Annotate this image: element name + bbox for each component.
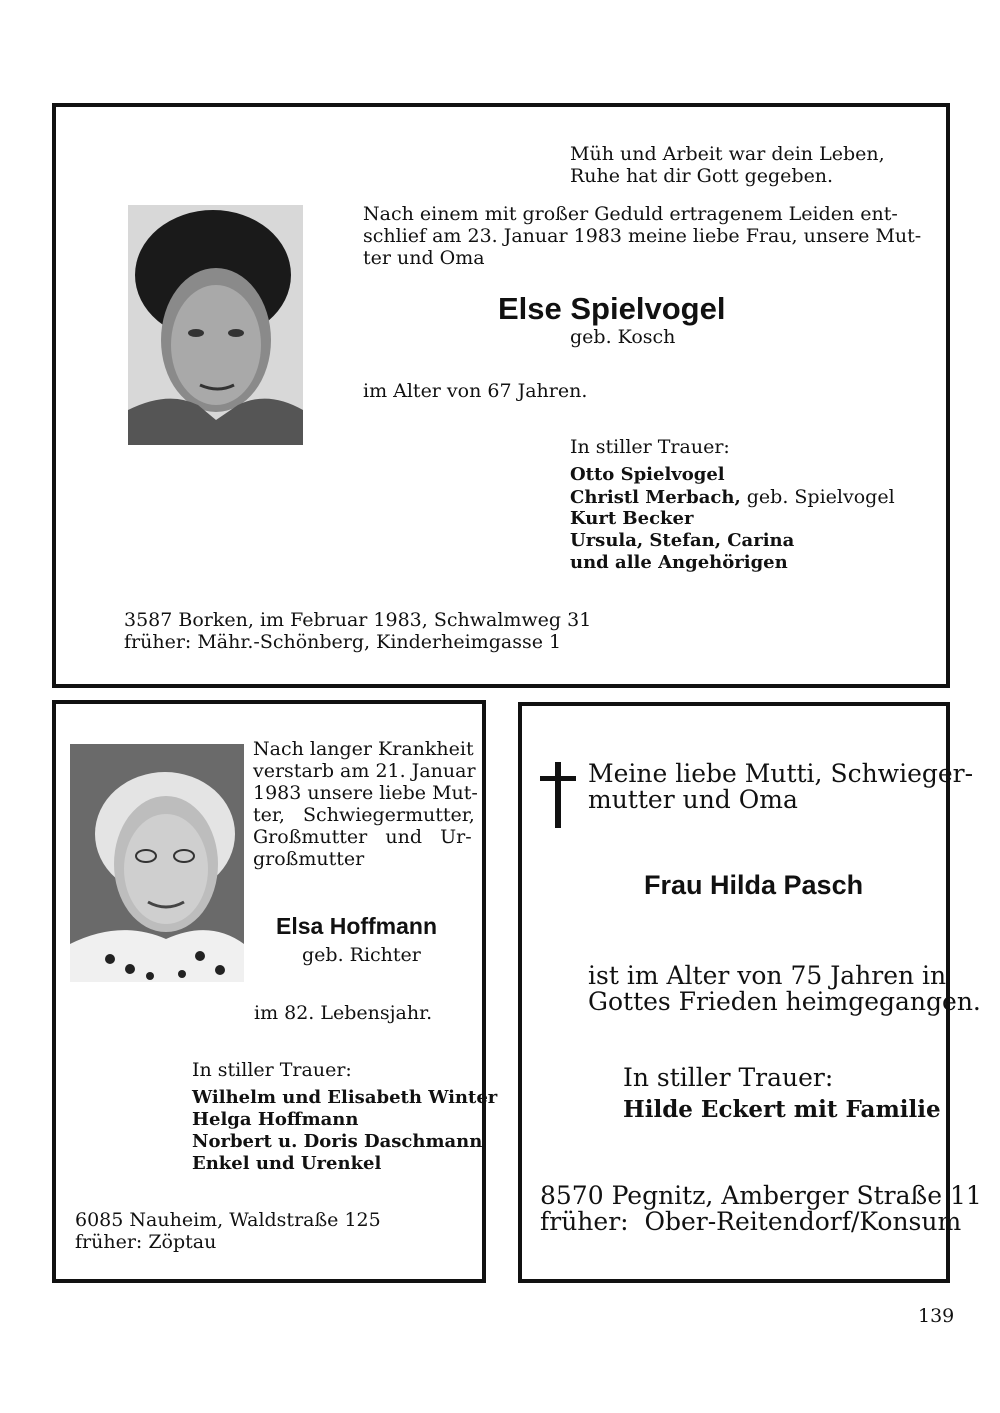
address-line-1: 8570 Pegnitz, Amberger Straße 11 bbox=[540, 1181, 982, 1210]
text-line-1: ist im Alter von 75 Jahren in bbox=[588, 961, 947, 990]
cross-icon bbox=[540, 762, 576, 832]
obituary-hilda-pasch bbox=[518, 702, 982, 1283]
birth-name: geb. Richter bbox=[302, 944, 421, 966]
deceased-name: Else Spielvogel bbox=[498, 291, 726, 326]
text-line-2: verstarb am 21. Januar bbox=[253, 760, 476, 782]
motto-line-1: Müh und Arbeit war dein Leben, bbox=[570, 143, 885, 165]
deceased-name: Frau Hilda Pasch bbox=[644, 870, 864, 900]
address-line-1: 6085 Nauheim, Waldstraße 125 bbox=[75, 1209, 381, 1231]
text-line-1: Nach langer Krankheit bbox=[253, 738, 474, 760]
motto-line-2: Ruhe hat dir Gott gegeben. bbox=[570, 165, 834, 187]
mourner-line: Enkel und Urenkel bbox=[192, 1153, 382, 1174]
mourner-line: Kurt Becker bbox=[570, 508, 694, 529]
text-line-2: Gottes Frieden heimgegangen. bbox=[588, 987, 981, 1016]
address-line-2: früher: Mähr.-Schönberg, Kinderheimgasse 1 bbox=[124, 631, 562, 653]
text-line-3: 1983 unsere liebe Mut- bbox=[253, 782, 478, 804]
mourner-line: Christl Merbach, geb. Spielvogel bbox=[570, 486, 895, 508]
intro-line-2: schlief am 23. Januar 1983 meine liebe Frau, unsere Mut- bbox=[363, 225, 922, 247]
page-number: 139 bbox=[918, 1305, 955, 1327]
obituary-elsa-hoffmann bbox=[52, 700, 498, 1283]
mourner-line: Wilhelm und Elisabeth Winter bbox=[192, 1087, 498, 1108]
age-text: im Alter von 67 Jahren. bbox=[363, 380, 588, 402]
text-line-6: großmutter bbox=[253, 848, 365, 870]
intro-line-1: Meine liebe Mutti, Schwieger- bbox=[588, 759, 974, 788]
address-line-2: früher: Ober-Reitendorf/Konsum bbox=[540, 1207, 962, 1236]
mourner-line: Norbert u. Doris Daschmann bbox=[192, 1131, 483, 1152]
birth-name: geb. Kosch bbox=[570, 326, 676, 348]
obituary-else-spielvogel bbox=[52, 103, 950, 688]
mourning-label: In stiller Trauer: bbox=[570, 436, 730, 458]
portrait-photo-elsa-hoffmann bbox=[70, 744, 244, 982]
deceased-name: Elsa Hoffmann bbox=[276, 913, 438, 939]
address-line-1: 3587 Borken, im Februar 1983, Schwalmweg 31 bbox=[124, 609, 592, 631]
text-line-5: Großmutter und Ur- bbox=[253, 826, 472, 848]
intro-line-3: ter und Oma bbox=[363, 247, 485, 269]
portrait-photo-else-spielvogel bbox=[128, 205, 303, 445]
mourner-line: Helga Hoffmann bbox=[192, 1109, 359, 1130]
intro-line-1: Nach einem mit großer Geduld ertragenem Leiden ent- bbox=[363, 203, 898, 225]
intro-line-2: mutter und Oma bbox=[588, 785, 798, 814]
address-line-2: früher: Zöptau bbox=[75, 1231, 217, 1253]
mourner-line: Ursula, Stefan, Carina bbox=[570, 530, 795, 551]
mourner-line: Otto Spielvogel bbox=[570, 464, 725, 485]
mourning-label: In stiller Trauer: bbox=[192, 1059, 352, 1081]
age-text: im 82. Lebensjahr. bbox=[254, 1002, 433, 1024]
text-line-4: ter, Schwiegermutter, bbox=[253, 804, 475, 826]
mourner-line: und alle Angehörigen bbox=[570, 552, 788, 573]
mourner-line: Hilde Eckert mit Familie bbox=[623, 1096, 941, 1123]
mourning-label: In stiller Trauer: bbox=[623, 1063, 834, 1092]
